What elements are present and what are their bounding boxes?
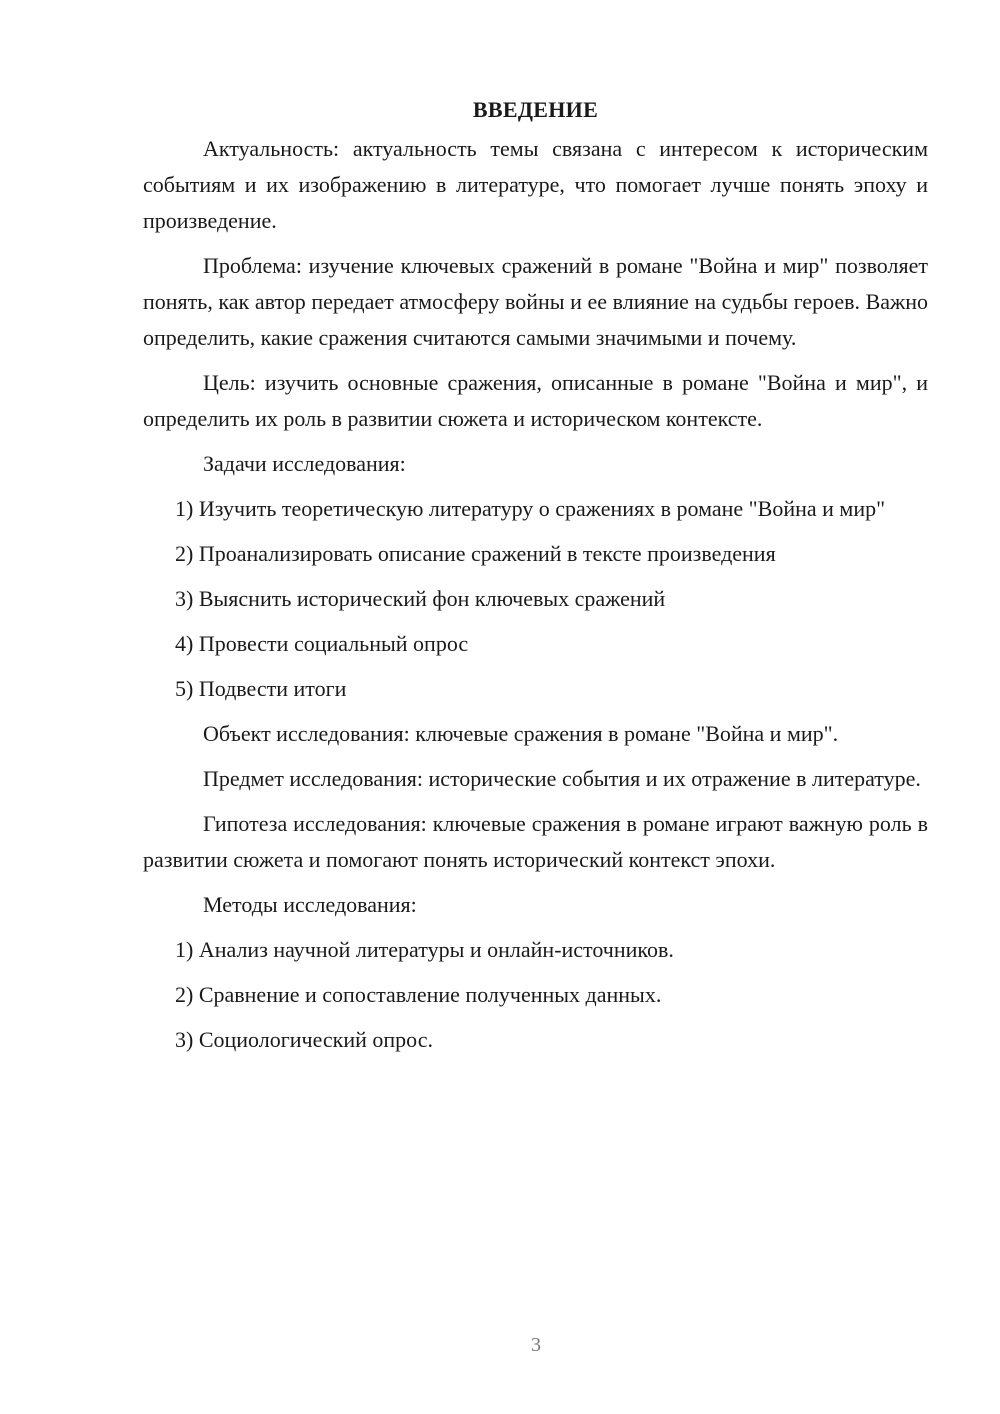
task-item-1: 1) Изучить теоретическую литературу о сражениях в романе "Война и мир": [175, 496, 886, 521]
page-number: 3: [531, 1334, 541, 1356]
document-page: [143, 95, 928, 1067]
subject-paragraph: Предмет исследования: исторические события и их отражение в литературе.: [203, 766, 921, 791]
problem-paragraph: Проблема: изучение ключевых сражений в романе "Война и мир" позволяет понять, как автор передает атмосферу войны и ее влияние на судьбы героев. Важно определить, какие сражения считаются самыми значимыми и почему.: [143, 253, 928, 350]
object-paragraph: Объект исследования: ключевые сражения в романе "Война и мир".: [203, 721, 839, 746]
task-item-2: 2) Проанализировать описание сражений в тексте произведения: [175, 541, 776, 566]
method-item-2: 2) Сравнение и сопоставление полученных данных.: [175, 982, 662, 1007]
tasks-heading: Задачи исследования:: [203, 451, 406, 476]
task-item-5: 5) Подвести итоги: [175, 676, 347, 701]
section-title: ВВЕДЕНИЕ: [472, 97, 599, 122]
task-item-4: 4) Провести социальный опрос: [175, 631, 469, 656]
relevance-paragraph: Актуальность: актуальность темы связана с интересом к историческим событиям и их изображению в литературе, что помогает лучше понять эпоху и произведение.: [143, 136, 928, 233]
method-item-3: 3) Социологический опрос.: [175, 1027, 433, 1052]
task-item-3: 3) Выяснить исторический фон ключевых сражений: [175, 586, 666, 611]
methods-heading: Методы исследования:: [203, 892, 417, 917]
goal-paragraph: Цель: изучить основные сражения, описанные в романе "Война и мир", и определить их роль в развитии сюжета и историческом контексте.: [143, 370, 928, 431]
method-item-1: 1) Анализ научной литературы и онлайн-источников.: [175, 937, 674, 962]
hypothesis-paragraph: Гипотеза исследования: ключевые сражения в романе играют важную роль в развитии сюжета и помогают понять исторический контекст эпохи.: [143, 811, 928, 872]
